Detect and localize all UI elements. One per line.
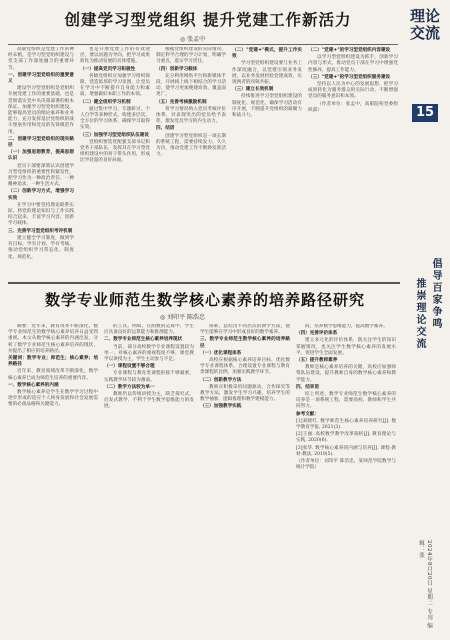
paragraph: 以学习型党组织建设为抓手，创新学习内容与形式，推动党员干部在学习中增强党性修养，提高工作能力。 (308, 55, 398, 73)
sidebar-slogan-1: 倡导百家争鸣 (430, 258, 441, 330)
section-subheading: （一）优化课程体系 (200, 350, 242, 356)
paragraph: 坚持以人民为中心的发展思想，把学习成果转化为服务群众的实际行动，不断增强党员的服务意识和本领。 (308, 82, 398, 100)
section-subheading: 三、数学专业师范生数学核心素养的培养路径 (200, 337, 290, 349)
top-article-column-3 (156, 47, 226, 277)
references-title: 参考文献： (296, 411, 319, 417)
section-subheading: （三）加强学习型党组织队伍建设 (80, 132, 149, 138)
section-subheading: （二）创新学习方式，增强学习实效 (8, 189, 74, 201)
section-subheading: 四、结束语 (296, 384, 319, 390)
section-subheading: （四）完善评价体系 (296, 331, 338, 337)
reference-item: [1]刘晓红. 数学师范生核心素养培养研究[J]. 数学教育学报, 2021(3). (296, 418, 396, 431)
paragraph: 将学习情况纳入党员考核评价体系，对表现突出的党员给予表彰，激发党员学习的内生动力。 (156, 106, 226, 125)
section-subheading: （二）健全组织学习机制 (80, 99, 131, 105)
paragraph: 各级党组织应加强学习组织保障，营造浓厚的学习氛围，让党员在学习中不断提升自身能力和素质，增强做好本职工作的本领。 (80, 73, 150, 98)
paragraph: 专业课程与教育类课程衔接不够紧密，实践教学环节较为薄弱。 (104, 371, 194, 383)
sidebar (404, 8, 446, 623)
section-divider (8, 282, 400, 284)
paragraph: 也是开展党建工作的有效途径，要以问题为导向，把学习成果转化为推动发展的具体措施。 (80, 47, 150, 65)
section-subheading: （一）课程设置不够合理 (104, 364, 155, 370)
paragraph: 建立多元化的评价体系，既关注学生的知识掌握情况，也关注学生数学核心素养的发展水平，促进学生全面发展。 (296, 338, 396, 356)
section-subheading: （五）提升教师素养 (296, 358, 338, 364)
paragraph: 通过集中学习、专题研讨、个人自学等多种形式，构建多层次、全方位的学习体系，确保学习取得实效。 (80, 106, 150, 131)
paragraph: 教师仍以传统讲授为主，缺乏探究式、启发式教学，不利于学生数学思维能力的发展。 (104, 392, 194, 410)
paragraph: 建立健全学习制度，做到学有目标、学有计划、学有考核，推动党组织学习常态化、制度化、规范化。 (8, 235, 74, 260)
top-article-author: ◎ 张孟中 (180, 36, 206, 43)
paragraph: 在学习中要坚持理论联系实际，将党的理论知识与工作实践结合起来，丰富学习内容，创新学习载体。 (8, 202, 74, 227)
bottom-article-column-1 (8, 324, 98, 629)
paragraph: 教师应积极采用问题驱动、合作探究等教学方法，激发学生学习兴趣，培养学生的数学抽象、逻辑推理和数学建模能力。 (200, 384, 290, 403)
paragraph: 党组织要选优配强支部书记和党务干部队伍，发挥其在学习型党组织建设中的骨干带头作用，形成比学赶超的良好局面。 (80, 139, 150, 164)
sidebar-slogan-2: 推崇理论交流 (414, 278, 425, 350)
section-subheading: （一）提高党员学习积极性 (80, 66, 136, 72)
paragraph: 高校应根据核心素养培养目标，优化数学专业课程体系，合理设置专业课程与教育类课程的比例，加强实践教学环节。 (200, 358, 290, 376)
top-article-column-5 (308, 47, 398, 277)
paragraph: 根据党组织建设的实际情况，制定科学合理的学习计划，明确学习重点，落实学习责任。 (156, 47, 226, 65)
section-subheading: 一、数学核心素养的内涵 (8, 382, 59, 388)
reference-item: （作者单位：刘印平 陈浩忠，某师范学院数学与统计学院） (296, 459, 396, 471)
paragraph: 当前，部分高校数学专业课程设置较为单一，对核心素养的重视程度不够，课堂教学以讲授为主，学生主动参与不足。 (104, 344, 194, 363)
bottom-article-column-4 (296, 324, 396, 629)
paragraph: 间，培养数学思维能力，提高数学素养。 (305, 324, 388, 329)
page-number-badge: 15 (412, 104, 438, 122)
paragraph: 的工具。例如，在函数的运算中，学生应具备良好的运算能力和推理能力。 (104, 324, 194, 336)
reference-item: [2]王丽. 高校数学教学改革探析[J]. 教育理论与实践, 2020(6). (296, 432, 396, 444)
paragraph: 数学核心素养是学生在数学学习过程中逐步形成的适应个人终身发展和社会发展需要的必备品格和关键能力。 (8, 390, 98, 408)
section-subheading: 三、完善学习型党组织考评机制 (8, 228, 73, 234)
section-subheading: 二、创建学习型党组织的现实路径 (8, 136, 74, 149)
paragraph: 学习型党组织建设要与业务工作深度融合，以党建引领业务发展，以业务发展检验党建成效，实现两者的同频共振。 (232, 61, 302, 86)
top-article-column-2 (80, 47, 150, 277)
section-subheading: （二）教学方法较为单一 (104, 384, 155, 390)
section-subheading: （三）建立长效机制 (232, 87, 274, 93)
issue-date-line: 2024年8月20日 星期二 专刊 编辑：张 (418, 540, 432, 629)
paragraph: 综上所述，数学专业师范生数学核心素养的培养是一项系统工程，需要高校、教师和学生共同努力。 (296, 392, 396, 410)
paragraph: 探索，总结出不同层次的教学方法，使学生能够在学习中形成良好的数学素养。 (200, 324, 290, 336)
paragraph: 充分利用网络平台和新媒体手段，开展线上线下相结合的学习活动，使学习更加便捷高效，覆盖面更广。 (156, 73, 226, 98)
paragraph: 高职党组织是党建工作的神经末梢，是学习型党组织建设与党支部工作深度融合的重要环节。 (8, 47, 74, 71)
bottom-article-headline: 数学专业师范生数学核心素养的培养路径研究 (44, 291, 365, 309)
top-article-column-4 (232, 47, 302, 277)
section-subheading: 二、数学专业师范生核心素养培养现状 (104, 337, 183, 343)
section-subheading: 四、结语 (156, 126, 175, 132)
paragraph: 摘要：近年来，教育改革不断深化，数学专业师范生的数学核心素养培养日益受到重视。本文从数学核心素养的内涵出发，分析了数学专业师范生核心素养培养的现状，并提出了相应的培养路径。 (8, 324, 98, 354)
top-article-column-1 (8, 47, 74, 277)
section-subheading: 关键词：数学专业；师范生；核心素养；培养路径 (8, 356, 98, 368)
top-divider (8, 44, 398, 45)
paragraph: 近年来，教育领域改革不断深化，数学核心素养已成为师范生培养的重要内容。 (8, 369, 98, 381)
section-subheading: （三）加强教学实践 (200, 404, 242, 410)
bottom-article-column-3 (200, 324, 290, 629)
section-subheading: （四）创新学习载体 (156, 66, 198, 72)
paragraph: （作者单位：张孟中，高职院校党委组织部） (308, 101, 398, 113)
section-subheading: 一、创建学习型党组织的重要意义 (8, 72, 74, 85)
section-subheading: （三）"党建+"的学习型党组织服务建设 (308, 74, 391, 80)
reference-item: [3]张华. 数学核心素养的内涵与培养[J]. 课程·教材·教法, 2019(5). (296, 445, 396, 457)
section-subheading: （二）"党建+"的学习型党组织内容建设 (308, 48, 391, 53)
bottom-article-column-2 (104, 324, 194, 629)
section-subheading: （一）加强思想教育，提高思想认识 (8, 150, 74, 162)
section-subheading: （五）完善考核激励机制 (156, 99, 207, 105)
paragraph: 建设学习型党组织是党组织开展党建工作的重要基础，也是贯彻落实党中央决策部署的根本保证。加强学习型党组织建设，能够提高党员的理论素养和业务能力，充分发挥基层党组织的战斗堡垒作用和党员的先锋模范作用。 (8, 86, 74, 135)
paragraph: 党员干部要深刻认识创建学习型党组织的重要性和紧迫性，把学习作为一种政治责任、一种精神追求、一种生活方式。 (8, 163, 74, 188)
paragraph: 持续推进学习型党组织建设的制度化、规范化，确保学习活动有序开展，不断提升党组织的凝聚力和战斗力。 (232, 94, 302, 119)
bottom-article-author: ◎ 刘印平 陈浩忠 (160, 314, 206, 321)
section-subheading: （二）"党建+"模式，提升工作实效 (232, 48, 302, 60)
top-article-headline: 创建学习型党组织 提升党建工作新活力 (64, 10, 352, 29)
section-subheading: （二）创新教学方法 (200, 377, 242, 383)
paragraph: 教师是核心素养培养的关键，高校应加强师资队伍建设，提升教师自身的数学核心素养和教学能力。 (296, 365, 396, 383)
paragraph: 创建学习型党组织是一项长期的系统工程，需要持续发力、久久为功，推动党建工作不断焕发新活力。 (156, 133, 226, 158)
sidebar-title: 理论交流 (409, 7, 440, 42)
